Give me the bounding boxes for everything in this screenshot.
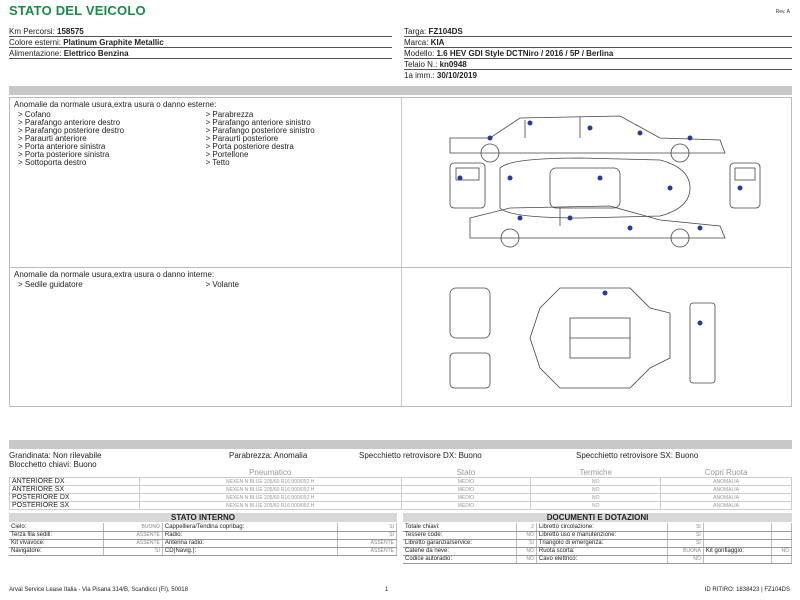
tyres-header: Termiche — [531, 468, 661, 478]
table-row: POSTERIORE SX NEXEN N BLUE 205/60 R16 000/092 H MEDIO NO ANOMALIA — [10, 502, 792, 510]
tyres-header — [10, 468, 140, 478]
damage-item: > Tetto — [205, 158, 230, 167]
table-row: ANTERIORE SX NEXEN N BLUE 205/60 R16 000/092 H MEDIO NO ANOMALIA — [10, 486, 792, 494]
documents-table — [403, 523, 792, 564]
internal-damage-col1 — [18, 281, 206, 289]
mirror-dx-status: Specchietto retrovisore DX: Buono — [359, 451, 482, 460]
damage-item: > Parafango anteriore sinistro — [205, 118, 311, 127]
damage-dot — [638, 131, 643, 136]
damage-dot — [458, 176, 463, 181]
model-row: Modello: 1.6 HEV GDI Style DCTNiro / 2016 / 5P / Berlina — [404, 48, 792, 59]
internal-car-diagram — [430, 278, 770, 398]
vehicle-info-right — [404, 26, 792, 81]
tyres-header: Stato — [401, 468, 531, 478]
damage-dot — [698, 321, 703, 326]
damage-dot — [628, 226, 633, 231]
table-row: Totale chiavi: 2 Libretto circolazione: SI — [403, 523, 792, 531]
damage-dot — [668, 186, 673, 191]
divider-band — [9, 440, 792, 449]
table-row: Libretto garanzia/service: SI Triangolo di emergenza: SI — [403, 539, 792, 547]
internal-damage-list — [10, 268, 402, 406]
plate-row: Targa: FZ104DS — [404, 26, 792, 37]
table-row: ANTERIORE DX NEXEN N BLUE 205/60 R16 000/092 H MEDIO NO ANOMALIA — [10, 478, 792, 486]
damage-item: > Cofano — [18, 110, 51, 119]
table-row: Tessere code: NO Libretto uso e manutenzione: SI — [403, 531, 792, 539]
damage-dot — [598, 176, 603, 181]
damage-dot — [518, 216, 523, 221]
footer-company: Arval Service Lease Italia - Via Pisana 314/B, Scandicci (FI), 50018 — [9, 587, 188, 593]
damage-item: > Porta posteriore sinistra — [18, 150, 110, 159]
page-title: STATO DEL VEICOLO — [9, 3, 146, 18]
internal-state-header: STATO INTERNO — [9, 513, 397, 522]
external-damage-col2 — [206, 111, 394, 167]
tyres-header: Copri Ruota — [661, 468, 792, 478]
external-damage-panel — [9, 97, 792, 268]
damage-dot — [568, 216, 573, 221]
damage-dot — [588, 126, 593, 131]
damage-dot — [698, 226, 703, 231]
internal-damage-panel — [9, 267, 792, 407]
damage-item: > Paraurti posteriore — [205, 134, 279, 143]
external-car-diagram — [430, 108, 780, 258]
external-damage-col1 — [18, 111, 206, 167]
damage-item: > Portellone — [205, 150, 249, 159]
footer-id: ID RITIRO: 1838423 | FZ104DS — [704, 587, 790, 593]
table-row: Navigatore: SI CD(Navig.): ASSENTE — [9, 547, 397, 555]
key-lock-status: Blocchetto chiavi: Buono — [9, 460, 97, 469]
table-row: Cielo: BUONO Cappelliera/Tendina copribag: SI — [9, 523, 397, 531]
km-row: Km Percorsi: 158575 — [9, 26, 392, 37]
damage-item: > Sottoporta destro — [18, 158, 87, 167]
footer-page-number: 1 — [385, 587, 389, 593]
damage-item: > Porta posteriore destra — [205, 142, 294, 151]
fuel-row: Alimentazione: Elettrico Benzina — [9, 48, 392, 59]
damage-item: > Paraurti anteriore — [18, 134, 87, 143]
damage-item: > Parabrezza — [205, 110, 254, 119]
hail-status: Grandinata: Non rilevabile — [9, 451, 102, 460]
conditions-block — [9, 451, 792, 469]
vehicle-info-left — [9, 26, 392, 59]
tyres-header: Pneumatico — [139, 468, 401, 478]
damage-item: > Parafango anteriore destro — [18, 118, 121, 127]
external-damage-title: Anomalie da normale usura,extra usura o danno esterne: — [14, 100, 217, 109]
damage-item: > Volante — [205, 280, 240, 289]
table-row: Kit vivavoce: ASSENTE Antenna radio: ASSENTE — [9, 539, 397, 547]
internal-damage-col2 — [206, 281, 394, 289]
damage-dot — [508, 176, 513, 181]
mirror-sx-status: Specchietto retrovisore SX: Buono — [576, 451, 699, 460]
internal-damage-title: Anomalie da normale usura,extra usura o danno interne: — [14, 270, 215, 279]
damage-dot — [488, 136, 493, 141]
divider-band — [9, 86, 792, 95]
damage-item: > Porta anteriore sinistra — [18, 142, 106, 151]
color-row: Colore esterni: Platinum Graphite Metallic — [9, 37, 392, 48]
internal-state-table — [9, 523, 397, 556]
damage-item: > Parafango posteriore sinistro — [205, 126, 315, 135]
documents-header: DOCUMENTI E DOTAZIONI — [403, 513, 792, 522]
table-row: POSTERIORE DX NEXEN N BLUE 205/60 R16 000/092 H MEDIO NO ANOMALIA — [10, 494, 792, 502]
brand-row: Marca: KIA — [404, 37, 792, 48]
damage-dot — [603, 291, 608, 296]
windshield-status: Parabrezza: Anomalia — [229, 451, 308, 460]
revision-label: Rev. A — [775, 9, 790, 15]
damage-dot — [528, 121, 533, 126]
table-row: Catene da neve: NO Ruota scorta: BUONA Kit gonfiaggio: NO — [403, 547, 792, 555]
tyres-table — [9, 468, 792, 510]
damage-dot — [738, 186, 743, 191]
damage-item: > Parafango posteriore destro — [18, 126, 125, 135]
table-row: Terza fila sedili: ASSENTE Radio: SI — [9, 531, 397, 539]
external-damage-list — [10, 98, 402, 267]
registration-row: 1a imm.: 30/10/2019 — [404, 71, 477, 80]
damage-item: > Sedile guidatore — [18, 280, 83, 289]
damage-dot — [688, 136, 693, 141]
chassis-row: Telaio N.: kn0948 — [404, 59, 792, 70]
table-row: Codice autoradio: NO Cavo elettrico: NO — [403, 555, 792, 563]
